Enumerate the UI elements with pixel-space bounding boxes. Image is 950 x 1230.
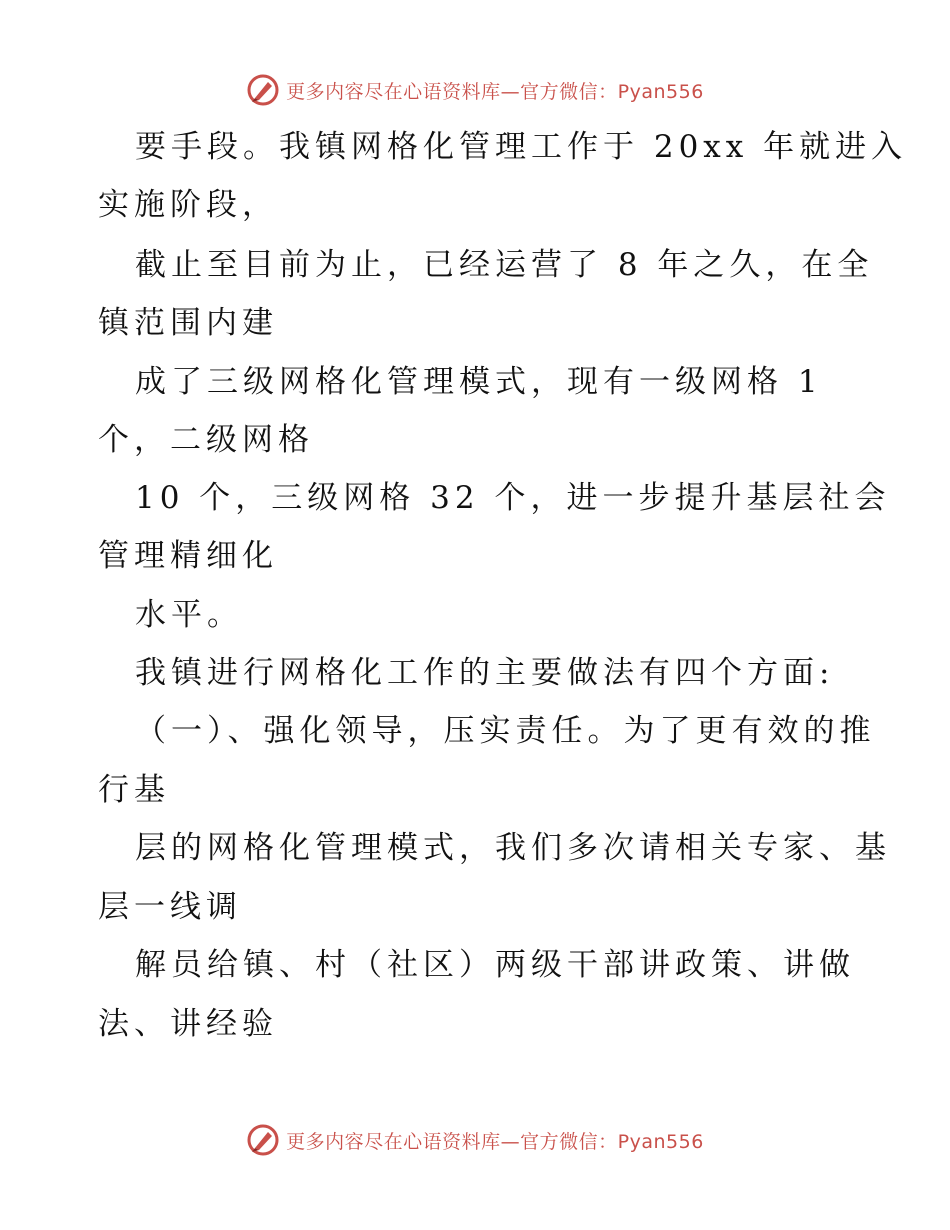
- pen-nib-logo-icon: [246, 73, 280, 107]
- paragraph-line: （一）、强化领导，压实责任。为了更有效的推: [135, 713, 876, 749]
- header-banner: [0, 70, 950, 110]
- paragraph-line: 截止至目前为止，已经运营了 8 年之久，在全: [135, 247, 874, 283]
- paragraph-line: 解员给镇、村（社区）两级干部讲政策、讲做: [135, 947, 855, 983]
- footer-banner: [0, 1120, 950, 1160]
- paragraph-line: 层一线调: [98, 889, 242, 925]
- paragraph-line: 水平。: [135, 597, 243, 633]
- paragraph-line: 实施阶段，: [98, 187, 278, 223]
- pen-nib-logo-icon: [246, 1123, 280, 1157]
- banner-text: 更多内容尽在心语资料库—官方微信：Pyan556: [286, 1130, 704, 1153]
- paragraph-line: 成了三级网格化管理模式，现有一级网格 1: [135, 364, 823, 400]
- paragraph-line: 管理精细化: [98, 538, 278, 574]
- paragraph-line: 10 个，三级网格 32 个，进一步提升基层社会: [135, 480, 891, 516]
- paragraph-line: 我镇进行网格化工作的主要做法有四个方面:: [135, 655, 835, 691]
- banner-text: 更多内容尽在心语资料库—官方微信：Pyan556: [286, 80, 704, 103]
- paragraph-line: 镇范围内建: [98, 305, 278, 341]
- paragraph-line: 行基: [98, 772, 170, 808]
- paragraph-line: 法、讲经验: [98, 1006, 278, 1042]
- paragraph-line: 要手段。我镇网格化管理工作于 20xx 年就进入: [135, 129, 908, 165]
- paragraph-line: 个，二级网格: [98, 422, 314, 458]
- paragraph-line: 层的网格化管理模式，我们多次请相关专家、基: [135, 830, 891, 866]
